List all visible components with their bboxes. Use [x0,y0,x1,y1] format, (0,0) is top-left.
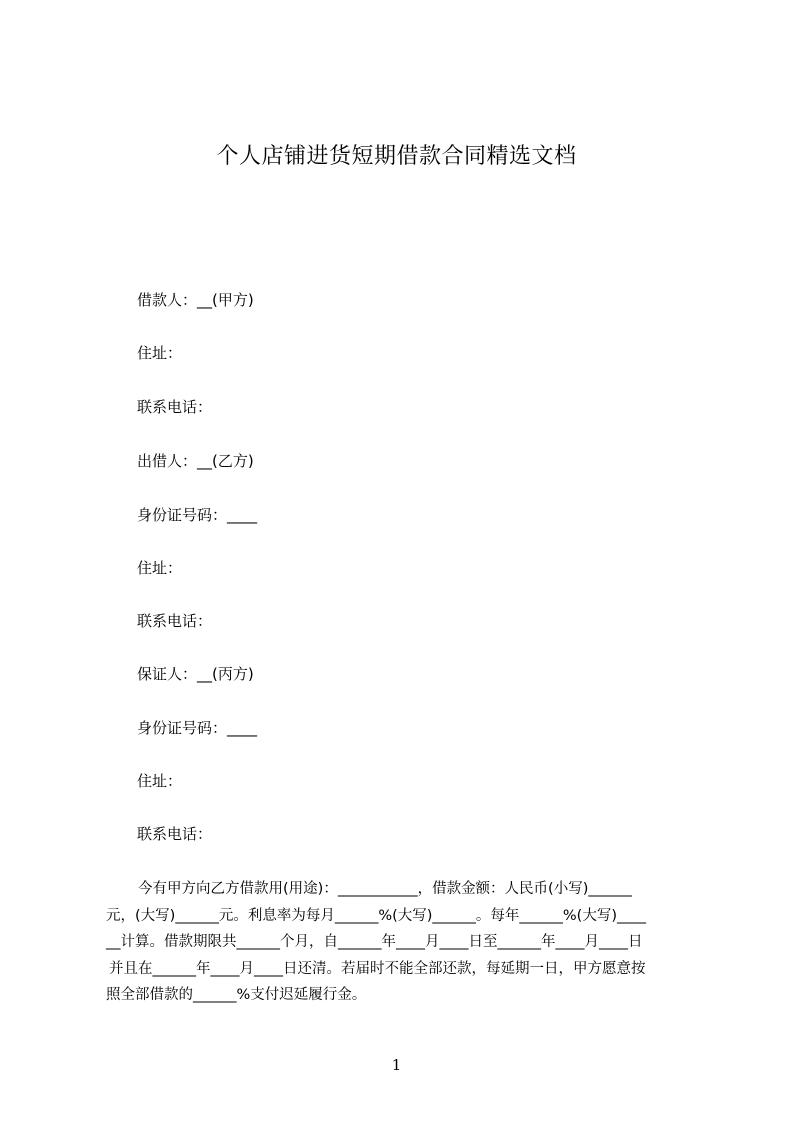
paragraph-line: 元，(大写)______元。利息率为每月______%(大写)______。每年______%(大写)____ [106,907,646,924]
guarantor-id-field: 身份证号码：____ [137,719,258,737]
page-number: 1 [391,1056,402,1074]
lender-address-field: 住址： [137,559,183,577]
borrower-phone-field: 联系电话： [137,398,213,416]
borrower-field: 借款人：__(甲方) [137,291,254,309]
paragraph-line: __计算。借款期限共______个月，自______年____月____日至______年____月____日 [106,934,643,950]
paragraph-line: 并且在______年____月____日还清。若届时不能全部还款，每延期一日，甲方愿意按 [109,960,646,977]
guarantor-field: 保证人：__(丙方) [137,665,254,683]
loan-terms-paragraph [106,876,706,1009]
paragraph-line: 照全部借款的______%支付迟延履行金。 [106,987,367,1003]
lender-id-field: 身份证号码：____ [137,506,258,524]
guarantor-address-field: 住址： [137,772,183,790]
borrower-address-field: 住址： [137,344,183,362]
lender-field: 出借人：__(乙方) [137,452,254,470]
document-title: 个人店铺进货短期借款合同精选文档 [216,144,577,169]
lender-phone-field: 联系电话： [137,612,213,630]
guarantor-phone-field: 联系电话： [137,825,213,843]
paragraph-line: 今有甲方向乙方借款用(用途)：___________，借款金额：人民币(小写)______ [138,881,632,897]
